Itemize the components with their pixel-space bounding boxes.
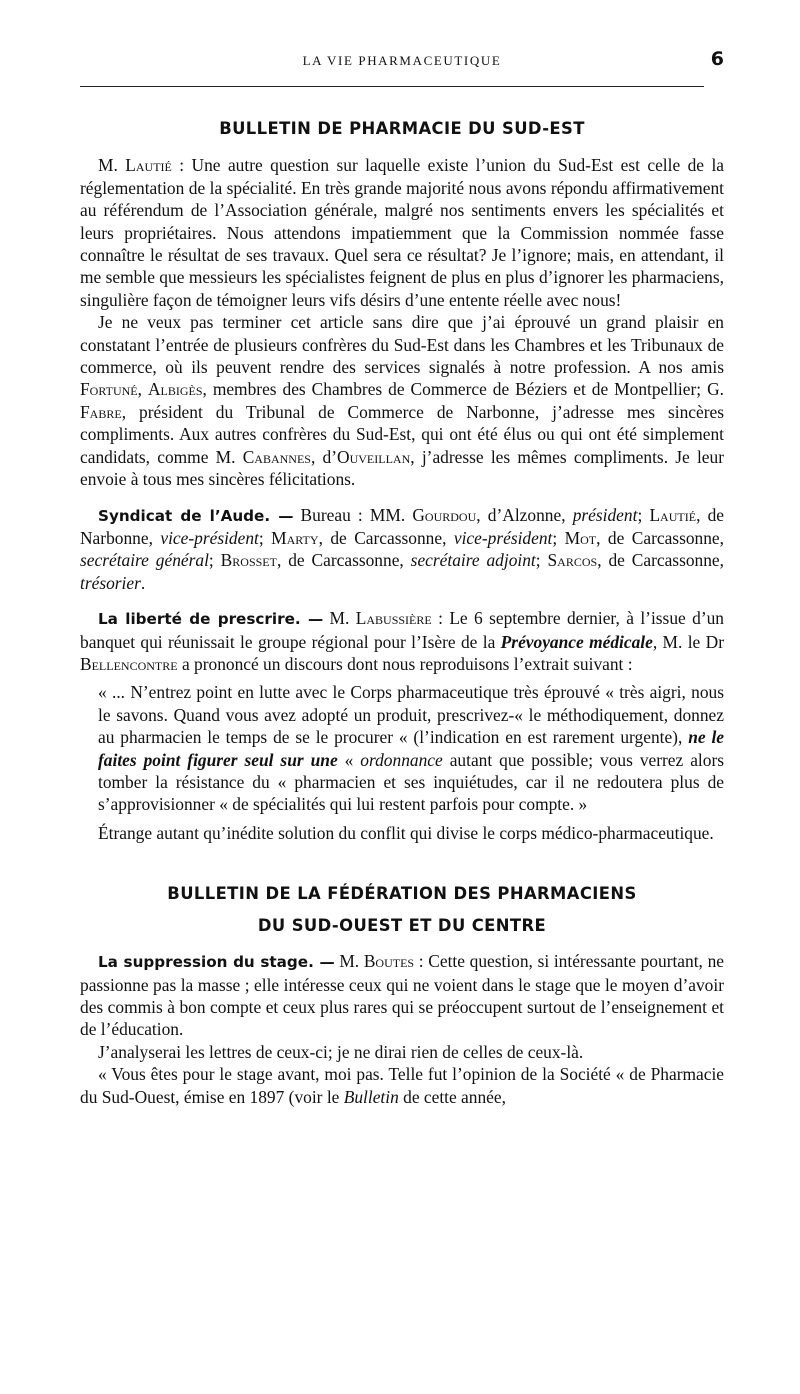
speaker-name: M. Lautié [98,155,172,176]
text-run: , de Carcassonne, [597,550,724,571]
run-in-title: Syndicat de l’Aude. — [98,506,294,525]
publication-title: Bulletin [343,1086,399,1107]
paragraph-suppression-stage [80,950,724,1041]
text-run: de cette année, [398,1086,506,1107]
text-run: , de Carcassonne, [318,527,454,548]
person-name: Labussière [355,608,432,629]
person-name: Albigès [147,379,203,400]
text-run: Bureau : MM. [293,504,413,525]
section-subheading-sud-ouest: DU SUD-OUEST ET DU CENTRE [257,916,547,936]
text-run: autant que possible; vous verrez alors tomber la résistance du « pharmacien et ses inquiétudes, car il ne redoutera plus de s’approvisionner « de spécialités qui lui restent parfois pour compte. » [98,749,725,815]
text-run: , d’Alzonne, [476,504,573,525]
role-title: trésorier [80,572,141,593]
header-rule [80,86,704,87]
section-heading-federation: BULLETIN DE LA FÉDÉRATION DES PHARMACIENS [167,884,637,904]
text-run: Je ne veux pas terminer cet article sans dire que j’ai éprouvé un grand plaisir en constatant l’entrée de plusieurs confrères du Sud-Est dans les Chambres et les Tribunaux de commerce, où ils peuvent rendre des services signalés à notre profession. A nos amis [80,312,724,378]
role-title: vice-président [160,527,259,548]
role-title: président [572,504,638,525]
running-head [80,48,724,76]
running-title: LA VIE PHARMACEUTIQUE [302,53,502,68]
quoted-speech [80,681,724,815]
person-name: Cabannes [242,446,311,467]
paragraph-comment: Étrange autant qu’inédite solution du conflit qui divise le corps médico-pharmaceutique. [98,822,714,843]
person-name: Sarcos [547,550,598,571]
text-run: , de Carcassonne, [276,550,411,571]
text-run: « ... N’entrez point en lutte avec le Corps pharmaceutique très éprouvé « très aigri, nous le savons. Quand vous avez adopté un produit, prescrivez-« le méthodiquement, donnez au pharmacien le temps de se le procurer « (l’indication en est rarement urgente), [98,682,724,748]
text-run: ; [535,550,548,571]
person-name: Lautié [649,504,697,525]
text-run: , président du Tribunal de Commerce de Narbonne, j’adresse mes sincères compliments. Aux autres confrères du Sud-Est, qui ont été élus ou qui ont été simplement candidats, comme M. [80,401,724,467]
paragraph-liberte-prescrire [80,607,724,675]
role-title: secrétaire adjoint [410,550,536,571]
text-run: ; [637,504,650,525]
text-run: , de Narbonne, [80,504,724,548]
text-run: . [140,572,146,593]
text-run: M. [323,608,356,629]
paragraph-text: : Une autre question sur laquelle existe l’union du Sud-Est est celle de la réglementation de la spécialité. En très grande majorité nous avons répondu affirmativement au référendum de l’Association générale, malgré nos sentiments envers les spécialités et leurs propriétaires. Nous attendons impatiemment que la Commission nommée fasse connaître le résultat de ses travaux. Quel sera ce résultat? Je l’ignore; mais, en attendant, il me semble que messieurs les spécialistes feignent de plus en plus d’ignorer les pharmaciens, singulière façon de témoigner leurs vifs désirs d’une entente réelle avec nous! [80,155,724,310]
text-run: « [337,749,361,770]
person-name: Boutes [363,951,415,972]
text-run: : Le 6 septembre dernier, à l’issue d’un banquet qui réunissait le groupe régional pour l’Isère de la [80,608,724,652]
emphasis-text: ne le faites point figurer seul sur une [98,727,724,770]
person-name: Bellencontre [80,653,178,674]
person-name: Ouveillan [337,446,411,467]
text-run: , j’adresse les mêmes compliments. Je leur envoie à tous mes sincères félicitations. [80,446,725,490]
text-run: ; [552,527,565,548]
text-run: « Vous êtes pour le stage avant, moi pas. Telle fut l’opinion de la Société « de Pharmacie du Sud-Ouest, émise en 1897 (voir le [80,1064,724,1107]
page-number: 6 [710,48,724,70]
person-name: Mot [564,527,597,548]
person-name: Brosset [220,550,277,571]
paragraph-societe-sud-ouest [80,1063,724,1108]
text-run: , membres des Chambres de Commerce de Béziers et de Montpellier; G. [202,379,724,400]
organization-name: Prévoyance médicale [500,631,653,652]
person-name: Fabre [80,401,122,422]
section-heading-sud-est: BULLETIN DE PHARMACIE DU SUD-EST [219,119,585,138]
paragraph-lautie-specialite [80,154,724,311]
run-in-title: La suppression du stage. — [98,953,335,972]
paragraph-chambres-commerce [80,311,724,490]
role-title: secrétaire général [80,550,209,571]
text-run: , d’ [310,446,338,467]
role-title: vice-président [453,527,553,548]
emphasis-text: ordonnance [360,749,443,770]
article-body [80,118,724,1108]
person-name: Gourdou [412,504,477,525]
text-run: , M. le Dr [652,631,724,652]
text-run: , de Carcassonne, [596,527,724,548]
text-run: ; [258,527,272,548]
text-run: M. [334,951,364,972]
paragraph-syndicat-aude [80,504,724,595]
text-run: : Cette question, si intéressante pourtant, ne passionne pas la masse ; elle intéresse ceux qui ne voient dans le stage que le moyen d’avoir des commis à bon compte et ceux plus rares qui se préoccupent surtout de l’enseignement et de l’éducation. [80,951,724,1040]
person-name: Marty [271,527,319,548]
text-run: ; [208,550,221,571]
person-name: Fortuné [80,379,138,400]
paragraph-lettres: J’analyserai les lettres de ceux-ci; je ne dirai rien de celles de ceux-là. [98,1041,584,1062]
text-run: a prononcé un discours dont nous reproduisons l’extrait suivant : [177,653,633,674]
text-run: , [137,379,148,400]
run-in-title: La liberté de prescrire. — [98,610,324,629]
